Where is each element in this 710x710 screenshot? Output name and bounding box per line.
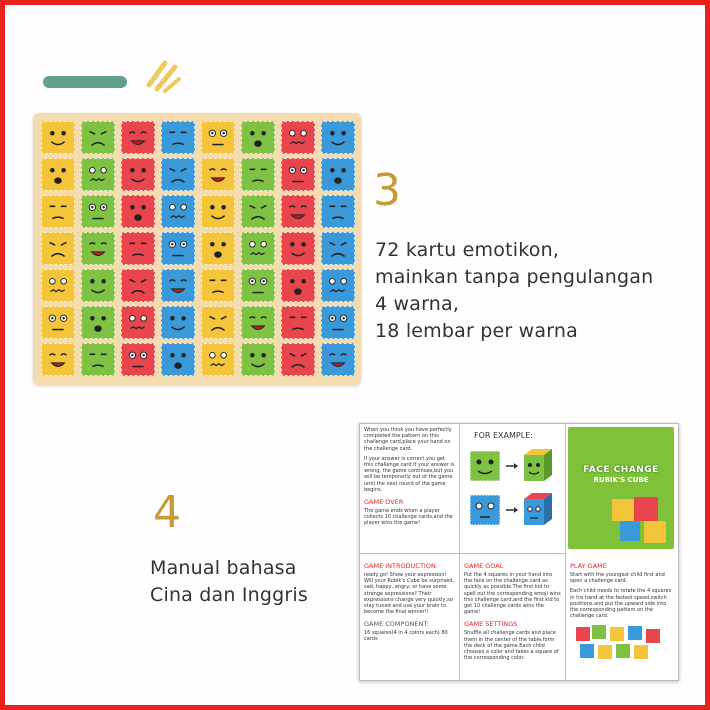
emoji-tile	[41, 269, 75, 302]
manual-panel-play	[566, 554, 678, 680]
emoji-card-board	[33, 113, 361, 385]
emoji-tile	[41, 343, 75, 376]
emoji-face-icon	[322, 196, 354, 227]
play-game-text-1: Start with the youngest child first and open a challenge card.	[570, 572, 665, 585]
emoji-face-icon	[202, 233, 234, 264]
emoji-tile	[41, 121, 75, 154]
emoji-face-icon	[282, 122, 314, 153]
box-art-title: FACE CHANGE	[583, 465, 659, 475]
emoji-face-icon	[242, 344, 274, 375]
feature-4-line: Manual bahasa	[150, 557, 297, 579]
emoji-face-icon	[282, 307, 314, 338]
manual-intro-text: When you think you have perfectly completed the pattern on this challenge card,place your hand on the challenge card.	[364, 427, 452, 452]
example-title: FOR EXAMPLE:	[474, 431, 533, 440]
emoji-face-icon	[122, 270, 154, 301]
emoji-face-icon	[82, 307, 114, 338]
emoji-tile	[281, 306, 315, 339]
emoji-tile	[281, 195, 315, 228]
emoji-tile	[281, 158, 315, 191]
emoji-face-icon	[242, 122, 274, 153]
emoji-tile	[161, 343, 195, 376]
emoji-face-icon	[42, 307, 74, 338]
manual-panel-introduction	[360, 554, 460, 680]
emoji-face-icon	[282, 344, 314, 375]
feature-description-4	[150, 555, 350, 609]
emoji-face-icon	[42, 270, 74, 301]
feature-description-3	[375, 237, 705, 345]
emoji-face-icon	[162, 344, 194, 375]
emoji-tile	[241, 121, 275, 154]
emoji-tile	[281, 343, 315, 376]
game-goal-title: GAME GOAL	[464, 562, 504, 570]
emoji-tile	[121, 121, 155, 154]
decorative-brush-marks	[145, 55, 190, 95]
emoji-face-icon	[162, 307, 194, 338]
game-settings-text: Shuffle all challenge cards and place them in the center of the table,form the deck of the game.Each child chooses a color and takes a square of the corresponding color.	[464, 630, 559, 662]
emoji-face-icon	[122, 122, 154, 153]
emoji-tile	[321, 158, 355, 191]
emoji-face-icon	[42, 159, 74, 190]
emoji-face-icon	[162, 196, 194, 227]
emoji-tile	[81, 158, 115, 191]
emoji-face-icon	[82, 233, 114, 264]
emoji-face-icon	[322, 307, 354, 338]
feature-number-4: 4	[153, 487, 181, 538]
emoji-tile	[201, 195, 235, 228]
decorative-bar	[43, 76, 127, 88]
emoji-face-icon	[282, 159, 314, 190]
feature-3-line: 72 kartu emotikon,	[375, 239, 560, 261]
feature-3-line: mainkan tanpa pengulangan	[375, 266, 654, 288]
emoji-tile	[161, 269, 195, 302]
emoji-tile	[81, 195, 115, 228]
emoji-tile	[121, 158, 155, 191]
emoji-face-icon	[42, 122, 74, 153]
emoji-face-icon	[242, 307, 274, 338]
emoji-face-icon	[322, 159, 354, 190]
emoji-face-icon	[162, 270, 194, 301]
emoji-tile	[81, 343, 115, 376]
emoji-face-icon	[162, 159, 194, 190]
emoji-tile	[201, 232, 235, 265]
emoji-tile	[201, 158, 235, 191]
emoji-tile	[41, 306, 75, 339]
emoji-tile	[161, 158, 195, 191]
emoji-tile	[201, 269, 235, 302]
emoji-tile	[161, 195, 195, 228]
play-game-title: PLAY GAME	[570, 562, 607, 570]
emoji-face-icon	[202, 159, 234, 190]
emoji-tile	[121, 343, 155, 376]
manual-panel-goal	[460, 554, 566, 680]
emoji-tile	[321, 121, 355, 154]
emoji-tile	[161, 121, 195, 154]
emoji-face-icon	[82, 159, 114, 190]
emoji-face-icon	[82, 270, 114, 301]
emoji-tile	[241, 269, 275, 302]
emoji-face-icon	[82, 196, 114, 227]
emoji-face-icon	[162, 122, 194, 153]
emoji-face-icon	[242, 233, 274, 264]
emoji-face-icon	[122, 307, 154, 338]
emoji-face-icon	[122, 196, 154, 227]
emoji-tile	[161, 232, 195, 265]
emoji-tile	[41, 232, 75, 265]
product-box-art	[568, 427, 674, 549]
emoji-tile	[81, 306, 115, 339]
emoji-face-icon	[202, 122, 234, 153]
emoji-face-icon	[322, 344, 354, 375]
emoji-face-icon	[242, 196, 274, 227]
emoji-tile	[121, 306, 155, 339]
emoji-tile	[281, 121, 315, 154]
play-game-text-2: Each child needs to rotate the 4 squares in his hand at the fastest speed,switch positions,and put the upward side into the corresponding pattern on the challenge card.	[570, 588, 672, 620]
emoji-tile	[121, 195, 155, 228]
emoji-face-icon	[82, 122, 114, 153]
emoji-tile-grid	[41, 121, 355, 381]
emoji-tile	[201, 343, 235, 376]
feature-4-line: Cina dan Inggris	[150, 584, 309, 606]
box-art-subtitle: RUBIK'S CUBE	[593, 476, 649, 484]
emoji-face-icon	[322, 270, 354, 301]
emoji-face-icon	[42, 233, 74, 264]
emoji-face-icon	[122, 159, 154, 190]
emoji-tile	[161, 306, 195, 339]
emoji-tile	[81, 232, 115, 265]
emoji-tile	[121, 232, 155, 265]
emoji-face-icon	[202, 270, 234, 301]
emoji-tile	[281, 269, 315, 302]
emoji-tile	[81, 121, 115, 154]
emoji-face-icon	[42, 196, 74, 227]
game-introduction-text: ready,go! Show your expression! Will your Rubik's Cube be surprised, sad, happy, angry, or have some strange expressions? Their expressions change very quickly,so stay tuned and use your brain to become the final winner!!	[364, 572, 455, 616]
game-over-title: GAME OVER	[364, 498, 404, 507]
emoji-face-icon	[202, 196, 234, 227]
game-over-text: The game ends when a player collects 10 challenge cards,and the player wins the game!	[364, 508, 453, 527]
game-goal-text: Put the 4 squares in your hand into the face on the challenge card as quickly as possible.The first kid to spell out the corresponding emoji wins this challenge card,and the first kid to get 10 challenge cards wins the game!	[464, 572, 561, 616]
example-cube-illustration	[464, 439, 562, 539]
emoji-face-icon	[202, 344, 234, 375]
emoji-tile	[321, 232, 355, 265]
emoji-face-icon	[242, 159, 274, 190]
emoji-tile	[201, 306, 235, 339]
emoji-tile	[321, 195, 355, 228]
emoji-tile	[241, 306, 275, 339]
emoji-face-icon	[202, 307, 234, 338]
game-component-text: 16 squares(4 in 4 colors each) 80 cards	[364, 629, 448, 642]
emoji-tile	[321, 343, 355, 376]
emoji-face-icon	[122, 233, 154, 264]
manual-correct-text: If your answer is correct,you get this challenge card.If your answer is wrong, the game continues,but you will be temporarily out of the game until the next round of the game begins.	[364, 455, 455, 493]
emoji-face-icon	[282, 233, 314, 264]
manual-panel-example	[460, 424, 566, 554]
manual-panel-rules	[360, 424, 460, 554]
feature-3-line: 4 warna,	[375, 293, 460, 315]
emoji-tile	[321, 306, 355, 339]
emoji-tile	[41, 195, 75, 228]
emoji-face-icon	[322, 122, 354, 153]
emoji-tile	[201, 121, 235, 154]
emoji-face-icon	[282, 196, 314, 227]
emoji-tile	[321, 269, 355, 302]
game-component-title: GAME COMPONENT:	[364, 620, 429, 629]
emoji-face-icon	[322, 233, 354, 264]
play-game-cards-illustration	[570, 623, 670, 663]
feature-number-3: 3	[373, 165, 401, 216]
emoji-face-icon	[282, 270, 314, 301]
emoji-tile	[281, 232, 315, 265]
game-introduction-title: GAME INTRODUCTION	[364, 562, 436, 570]
emoji-tile	[241, 232, 275, 265]
emoji-face-icon	[122, 344, 154, 375]
instruction-manual	[359, 423, 679, 681]
emoji-face-icon	[242, 270, 274, 301]
emoji-face-icon	[82, 344, 114, 375]
emoji-tile	[241, 343, 275, 376]
game-settings-title: GAME SETTINGS	[464, 620, 518, 629]
emoji-tile	[81, 269, 115, 302]
emoji-tile	[241, 195, 275, 228]
emoji-face-icon	[42, 344, 74, 375]
emoji-tile	[121, 269, 155, 302]
emoji-face-icon	[162, 233, 194, 264]
emoji-tile	[41, 158, 75, 191]
emoji-tile	[241, 158, 275, 191]
feature-3-line: 18 lembar per warna	[375, 320, 578, 342]
